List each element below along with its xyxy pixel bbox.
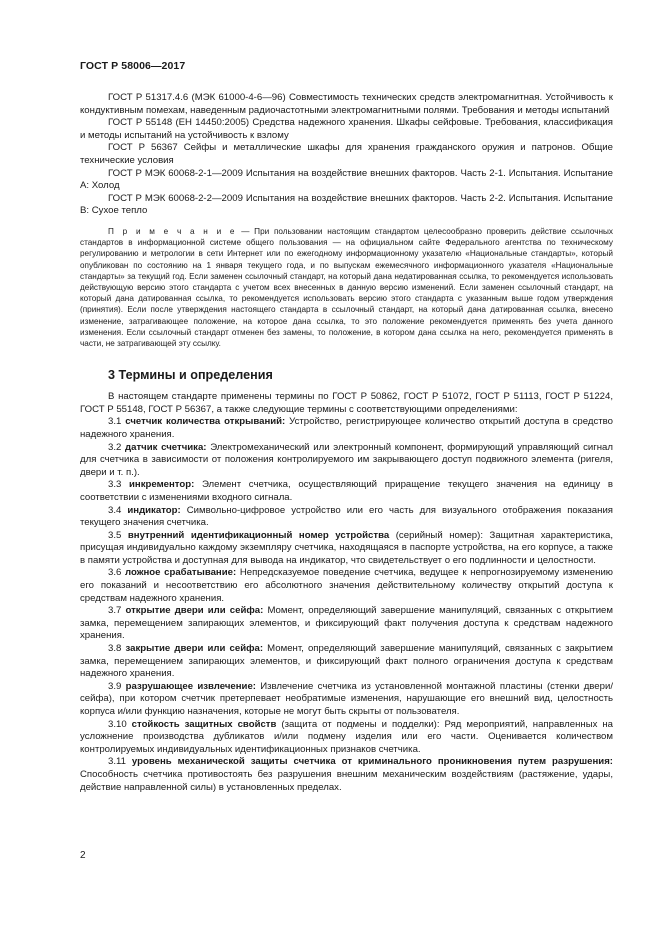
term-number: 3.2: [108, 441, 126, 453]
term-text: Символьно-цифровое устройство или его часть для визуального отображения показания текущего значения счетчика.: [80, 504, 613, 529]
term-name: стойкость защитных свойств: [131, 718, 277, 730]
term-text: Момент, определяющий завершение манипуляций, связанных с закрытием замка, перемещением запирающих элементов, и фиксирующий факт полного ограничения доступа к средствам надежного хранения.: [80, 643, 613, 680]
terms-list: [80, 416, 613, 794]
term-name: счетчик количества открываний:: [125, 416, 286, 428]
reference-item: ГОСТ Р 56367 Сейфы и металлические шкафы для хранения гражданского оружия и патронов. Общие технические условия: [80, 142, 613, 166]
term-definition: [80, 719, 613, 757]
term-number: 3.4: [108, 504, 128, 516]
term-text: (серийный номер): Защитная характеристика, присущая индивидуально каждому экземпляру счетчика, находящаяся в паспорте устройства, на его корпусе, а также в памяти устройства и доступная для вывода на индикатор, что свидетельствует о его подлинности и целостности.: [80, 529, 613, 566]
term-definition: [80, 756, 613, 794]
term-text: Элемент счетчика, осуществляющий приращение текущего значения на единицу в соответствии с изменениями входного сигнала.: [80, 479, 613, 503]
section-title: 3 Термины и определения: [108, 368, 273, 383]
term-definition: [80, 442, 613, 480]
term-name: индикатор:: [127, 504, 181, 516]
term-definition: [80, 416, 613, 441]
term-number: 3.9: [108, 680, 126, 692]
reference-item: ГОСТ Р МЭК 60068-2-2—2009 Испытания на воздействие внешних факторов. Часть 2-2. Испытания. Испытание В: Сухое тепло: [80, 192, 613, 217]
reference-item: ГОСТ Р МЭК 60068-2-1—2009 Испытания на воздействие внешних факторов. Часть 2-1. Испытания. Испытание А: Холод: [80, 167, 613, 192]
term-definition: [80, 643, 613, 681]
term-number: 3.1: [108, 416, 126, 428]
term-definition: [80, 530, 613, 568]
term-text: Электромеханический или электронный компонент, формирующий управляющий сигнал для счетчика в зависимости от положения контролируемого им закрывающего доступ подвижного элемента (ригеля, двери и т. п.).: [80, 441, 613, 478]
term-number: 3.3: [108, 479, 130, 491]
term-text: Способность счетчика противостоять без разрушения внешним механическим воздействиям (растяжение, удары, действие направленной силы) в установленных пределах.: [80, 768, 613, 793]
term-definition: [80, 681, 613, 719]
term-definition: [80, 605, 613, 643]
term-text: Момент, определяющий завершение манипуляций, связанных с открытием замка, перемещением запирающих элементов, и фиксирующий факт получения доступа к средствам надежного хранения.: [80, 605, 613, 642]
page-header-doc-id: ГОСТ Р 58006—2017: [80, 60, 186, 72]
term-definition: [80, 505, 613, 530]
document-body: [80, 92, 613, 794]
term-text: Устройство, регистрирующее количество открытий доступа в средство надежного хранения.: [80, 416, 613, 440]
term-name: датчик счетчика:: [125, 441, 207, 453]
term-text: (защита от подмены и подделки): Ряд мероприятий, направленных на усложнение производства дубликатов и/или подмену изделия или его части. Оценивается количеством контролируемых индивидуальных идентификационных признаков счетчика.: [80, 718, 613, 755]
term-name: разрушающее извлечение:: [125, 680, 256, 692]
term-number: 3.8: [108, 643, 126, 655]
term-number: 3.6: [108, 567, 125, 579]
note-paragraph: [80, 226, 613, 349]
term-number: 3.11: [108, 756, 132, 768]
term-name: открытие двери или сейфа:: [125, 605, 264, 617]
term-definition: [80, 567, 613, 605]
term-definition: [80, 479, 613, 504]
page-number: 2: [80, 850, 86, 861]
term-name: ложное срабатывание:: [125, 567, 237, 579]
term-text: Непредсказуемое поведение счетчика, ведущее к непрогнозируемому изменению его показаний и несоответствию его абсолютного значения действительному количеству открытий доступа к средствам надежного хранения.: [80, 567, 613, 604]
note-label: П р и м е ч а н и е: [108, 226, 237, 236]
term-number: 3.5: [108, 529, 128, 541]
term-name: уровень механической защиты счетчика от криминального проникновения путем разрушения:: [131, 756, 613, 768]
term-text: Извлечение счетчика из установленной монтажной пластины (стенки двери/сейфа), при котором счетчик претерпевает необратимые изменения, нарушающие его внешний вид, целостность корпуса и/или функцию назначения, которые не могут быть скрыты от пользователя.: [80, 680, 613, 718]
section-intro: В настоящем стандарте применены термины по ГОСТ Р 50862, ГОСТ Р 51072, ГОСТ Р 51113, ГОСТ Р 51224, ГОСТ Р 55148, ГОСТ Р 56367, а также следующие термины с соответствующими определениями:: [80, 391, 613, 415]
note-text: — При пользовании настоящим стандартом целесообразно проверить действие ссылочных стандартов в информационной системе общего пользования — на официальном сайте Федерального агентства по техническому регулированию и метрологии в сети Интернет или по ежегодному информационному указателю «Национальные стандарты», который опубликован по состоянию на 1 января текущего года, и по выпускам ежемесячного информационного указателя «Национальные стандарты» за текущий год. Если заменен ссылочный стандарт, на который дана недатированная ссылка, то рекомендуется использовать действующую версию этого стандарта с учетом всех внесенных в данную версию изменений. Если заменен ссылочный стандарт, на который дана датированная ссылка, то рекомендуется использовать версию этого стандарта с указанным выше годом утверждения (принятия). Если после утверждения настоящего стандарта в ссылочный стандарт, на который дана датированная ссылка, внесено изменение, затрагивающее положение, на которое дана ссылка, то это положение рекомендуется применять без учета данного изменения. Если ссылочный стандарт отменен без замены, то положение, в котором дана ссылка на него, рекомендуется применять в части, не затрагивающей эту ссылку.: [80, 226, 613, 348]
term-number: 3.10: [108, 718, 132, 730]
reference-item: ГОСТ Р 55148 (ЕН 14450:2005) Средства надежного хранения. Шкафы сейфовые. Требования, классификация и методы испытаний на устойчивость к взлому: [80, 117, 613, 141]
term-number: 3.7: [108, 605, 126, 617]
term-name: внутренний идентификационный номер устройства: [127, 529, 390, 541]
reference-item: ГОСТ Р 51317.4.6 (МЭК 61000-4-6—96) Совместимость технических средств электромагнитная. Устойчивость к кондуктивным помехам, наведенным радиочастотными электромагнитными полями. Требования и методы испытаний: [80, 92, 613, 116]
term-name: закрытие двери или сейфа:: [125, 643, 264, 655]
term-name: инкрементор:: [129, 479, 195, 491]
